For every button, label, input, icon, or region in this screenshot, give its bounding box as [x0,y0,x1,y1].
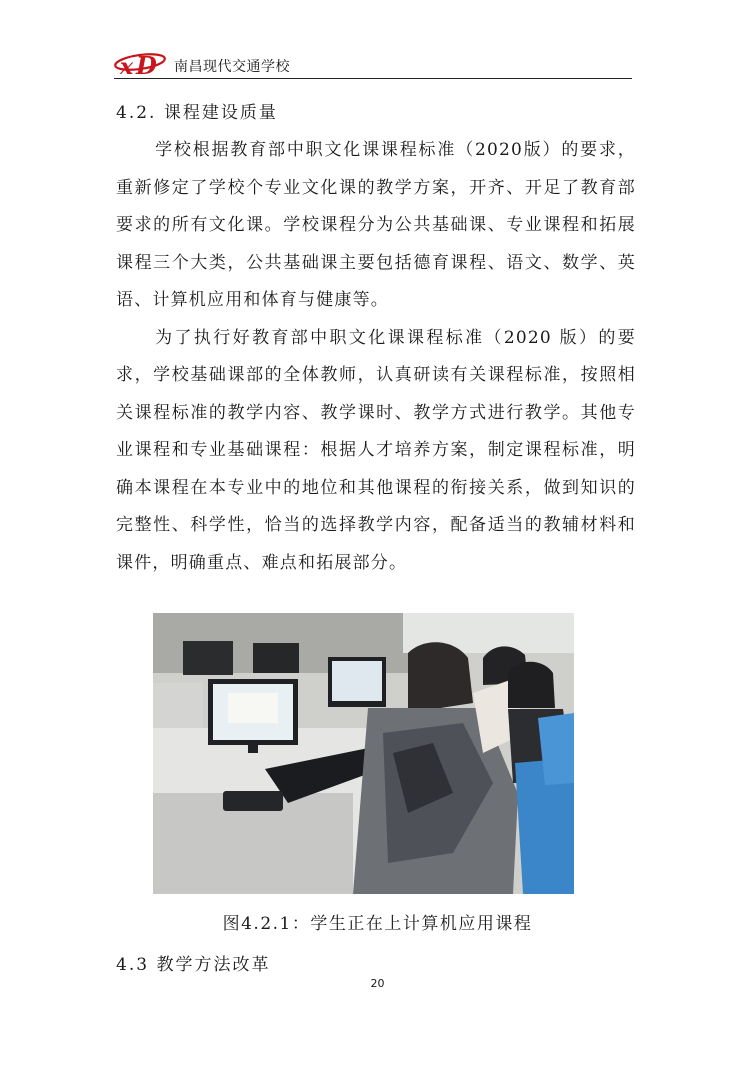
classroom-photo [153,613,574,894]
paragraph-1: 学校根据教育部中职文化课课程标准（2020版）的要求，重新修定了学校个专业文化课的教学方案，开齐、开足了教育部要求的所有文化课。学校课程分为公共基础课、专业课程和拓展课程三个大类，公共基础课主要包括德育课程、语文、数学、英语、计算机应用和体育与健康等。 [116,140,636,310]
svg-text:D: D [136,51,157,78]
section-heading-4-3: 4.3 教学方法改革 [116,955,271,975]
page-header [114,44,632,80]
figure-caption: 图4.2.1：学生正在上计算机应用课程 [222,914,533,934]
page-number: 20 [370,977,385,990]
school-logo [114,50,170,78]
paragraph-2: 为了执行好教育部中职文化课课程标准（2020 版）的要求，学校基础课部的全体教师，认真研读有关课程标准，按照相关课程标准的教学内容、教学课时、教学方式进行教学。其他专业课程和专业基础课程：根据人才培养方案，制定课程标准，明确本课程在本专业中的地位和其他课程的衔接关系，做到知识的完整性、科学性，恰当的选择教学内容，配备适当的教辅材料和课件，明确重点、难点和拓展部分。 [116,327,636,573]
header-divider [114,78,632,79]
section-body-4-2 [116,132,636,582]
school-name: 南昌现代交通学校 [174,59,290,75]
svg-text:x: x [120,54,134,78]
section-heading-4-2: 4.2. 课程建设质量 [116,103,278,123]
